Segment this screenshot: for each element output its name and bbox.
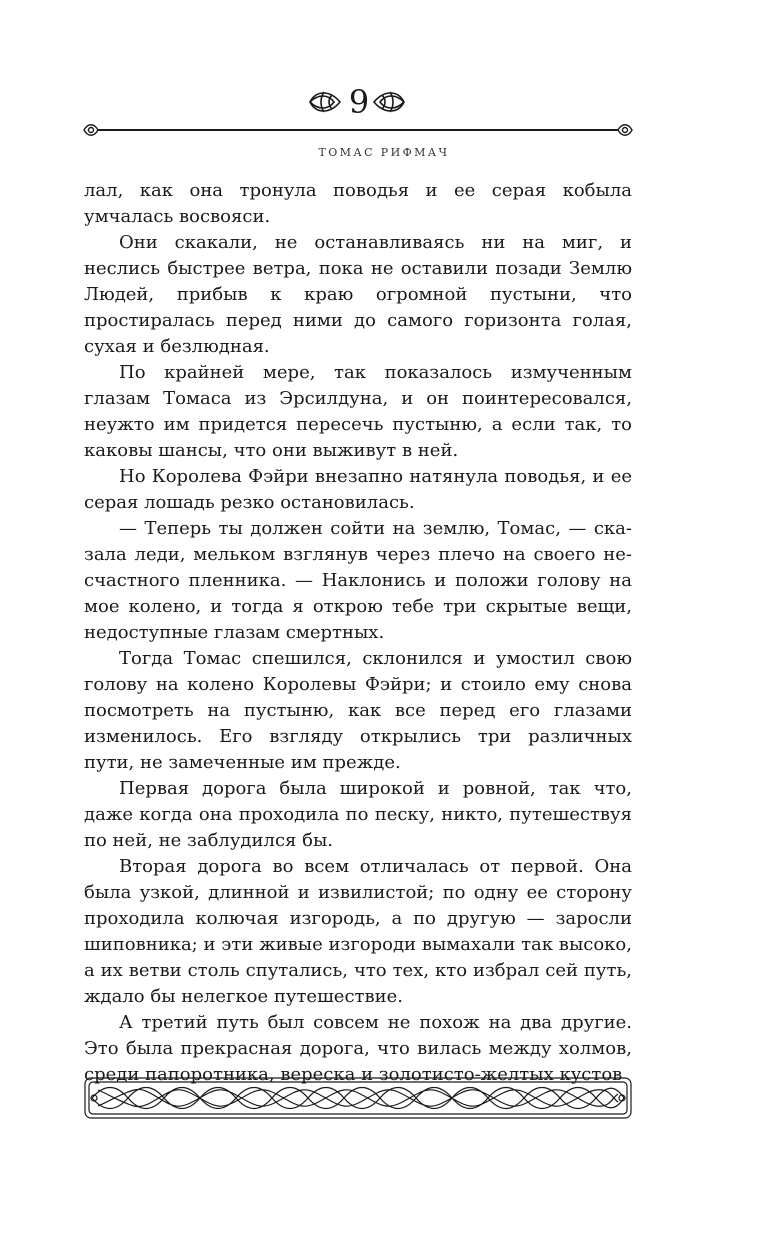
paragraph: Первая дорога была широкой и ровной, так что, даже когда она проходила по песку, никто, путешествуя по ней, не заблудился бы.: [84, 778, 632, 851]
celtic-border-ornament-icon: [84, 1076, 632, 1120]
celtic-knot-right-icon: [372, 88, 408, 116]
page-number: 9: [348, 83, 370, 121]
header-rule: [82, 118, 634, 142]
paragraph: Они скакали, не останавливаясь ни на миг, и неслись быстрее ветра, пока не оставили позади Землю Людей, прибыв к краю огромной пустыни, что простиралась перед ними до самого горизонта голая, сухая и безлюдная.: [84, 232, 632, 357]
paragraph: А третий путь был совсем не похож на два другие. Это была прекрасная дорога, что вилась между холмов, среди папоротника, вереска и золотисто-желтых кустов: [84, 1012, 632, 1085]
celtic-knot-left-icon: [306, 88, 342, 116]
paragraph: По крайней мере, так показалось измученным глазам Томаса из Эрсилдуна, и он поинтересовался, неужто им придется пересечь пустыню, а если так, то каковы шансы, что они выживут в ней.: [84, 362, 632, 461]
paragraph: — Теперь ты должен сойти на землю, Томас, — сказала леди, мельком взглянув через плечо на своего несчастного пленника. — Наклонись и положи голову на мое колено, и тогда я открою тебе три скрытые вещи, недоступные глазам смертных.: [84, 518, 632, 643]
header-rule-line: [98, 129, 618, 131]
body-text: [84, 178, 632, 1088]
paragraph: Вторая дорога во всем отличалась от первой. Она была узкой, длинной и извилистой; по одну ее сторону проходила колючая изгородь, а по другую — заросли шиповника; и эти живые изгороди вымахали так высоко, а их ветви столь спутались, что тех, кто избрал сей путь, ждало бы нелегкое путешествие.: [84, 856, 632, 1007]
paragraph: Но Королева Фэйри внезапно натянула поводья, и ее серая лошадь резко остановилась.: [84, 466, 632, 513]
paragraph: Тогда Томас спешился, склонился и умостил свою голову на колено Королевы Фэйри; и стоило ему снова посмотреть на пустыню, как все перед его глазами изменилось. Его взгляду открылись три различных пути, не замеченные им прежде.: [84, 648, 632, 773]
running-head: ТОМАС РИФМАЧ: [318, 146, 450, 159]
rule-knot-right-icon: [616, 121, 634, 139]
paragraph: лал, как она тронула поводья и ее серая кобыла умчалась восвояси.: [84, 180, 632, 227]
